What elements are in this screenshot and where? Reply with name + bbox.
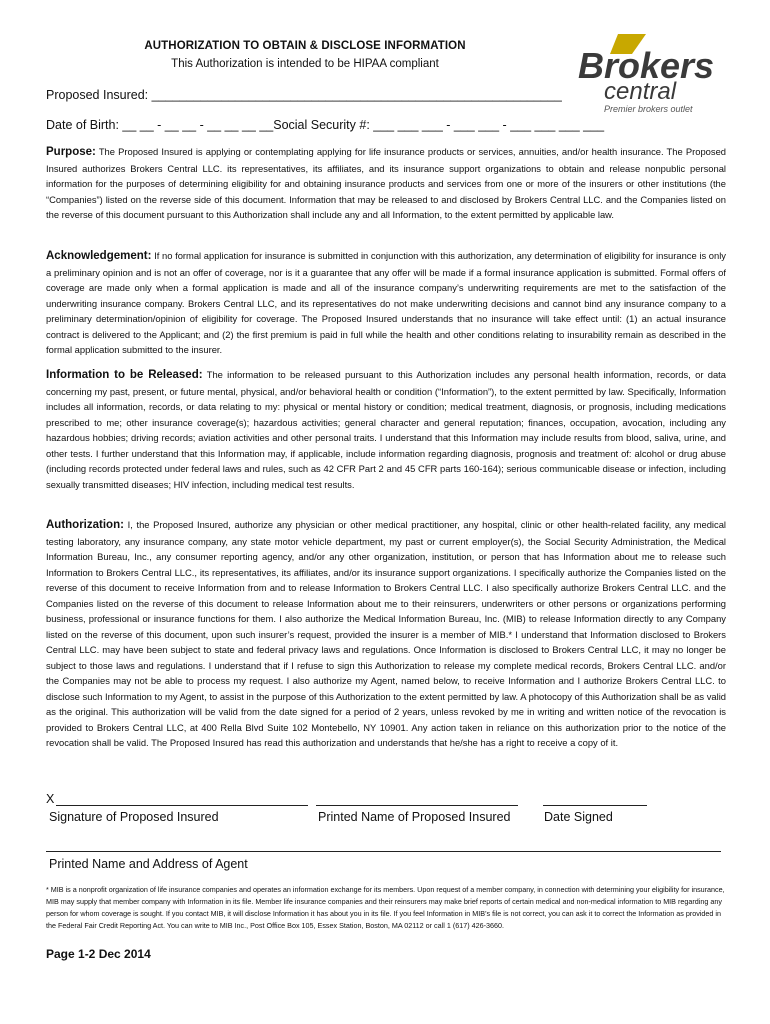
proposed-insured-field[interactable]: Proposed Insured: ___________________________________________________________ <box>46 88 562 102</box>
acknowledgement-text: If no formal application for insurance is submitted in conjunction with this authorization, any determination of eligibility for insurance is only a preliminary opinion and is not an offer of coverage, nor is it a guarantee that any offer will be made if a formal insurance application is submitted. Formal offers of coverage are made only when a formal application is made and all of the insurance company’s underwriting requirements are met to the satisfaction of the underwriting insurance company. Brokers Central LLC, and its representatives do not make underwriting decisions and cannot bind any insurance company to a preliminary determination/opinion of eligibility for coverage. The Proposed Insured understands that no insurance will take effect until: (1) an actual insurance contract is delivered to the Applicant; and (2) the first premium is paid in full while the health and other conditions relating to insurability remain as described in the formal application submitted to the insurer. <box>46 250 726 355</box>
authorization-heading: Authorization: <box>46 519 124 531</box>
signature-x-mark: X <box>46 792 55 806</box>
information-heading: Information to be Released: <box>46 369 203 381</box>
authorization-text: I, the Proposed Insured, authorize any physician or other medical practitioner, any hospital, clinic or other health-related facility, any medical testing laboratory, any insurance company, any state motor vehicle department, my past or current employer(s), the Social Security Administration, the Medical Information Bureau, Inc., any consumer reporting agency, and/or any other organization, institution, or person that has Information about me to release such Information to Brokers Central LLC., its representatives, its affiliates, and/or its insurance support organizations. I specifically authorize the Companies listed on the reverse of this document to receive Information from and to release Information to Brokers Central LLC. I also specifically authorize Brokers Central LLC. and the Companies listed on the reverse of this document to release Information about me to their reinsurers, underwriters or other persons or organizations performing business, professional or insurance functions for them. I also authorize the Medical Information Bureau, Inc. (MIB) to release Information directly to any Company listed on the reverse of this document, upon such insurer’s request, provided the insurer is a member of MIB.* I understand that Information disclosed to Brokers Central LLC. may have been subject to state and federal privacy laws and regulations. Once Information is disclosed to Brokers Central LLC, it may no longer be subject to those laws and regulations. I understand that if I refuse to sign this Authorization to release my complete medical records, Brokers Central LLC. and/or the Companies may not be able to process my request. I also authorize my Agent, named below, to receive Information and I authorize Brokers Central LLC. to disclose such Information to my Agent, to assist in the purpose of this Authorization to the extent permitted by law. A photocopy of this Authorization shall be as valid as the original. This authorization will be valid from the date signed for a period of 2 years, unless revoked by me in writing and written notice of the revocation is provided to Brokers Central LLC, at 400 Rella Blvd Suite 102 Montebello, NY 10901. Any action taken in reliance on this authorization prior to the notice of the revocation shall be valid. The Proposed Insured has read this authorization and understands that he/she has a right to receive a copy of it. <box>46 519 726 748</box>
purpose-section <box>46 144 726 223</box>
purpose-text: The Proposed Insured is applying or contemplating applying for life insurance products or services, annuities, and/or health insurance. The Proposed Insured authorizes Brokers Central LLC. its representatives, its affiliates, and its insurance support organizations to obtain and release nonpublic personal information for the purposes of determining eligibility for and obtaining insurance products and services from one or more of the insurers or other institutions (the “Companies”) listed on the reverse side of this document. Information that may be released to and disclosed by Brokers Central LLC. and the Companies listed on the reverse of this document pursuant to this Authorization shall include any and all Information, to the extent permitted by applicable law. <box>46 146 726 220</box>
logo-brand-line1: Brokers <box>578 45 715 86</box>
logo-tagline: Premier brokers outlet <box>604 104 693 114</box>
page-footer: Page 1-2 Dec 2014 <box>46 947 151 961</box>
acknowledgement-section <box>46 248 726 358</box>
information-section <box>46 367 726 492</box>
signature-line[interactable] <box>56 805 308 806</box>
document-subtitle: This Authorization is intended to be HIPAA compliant <box>171 58 439 70</box>
printed-name-label: Printed Name of Proposed Insured <box>318 810 511 824</box>
brokers-central-logo <box>574 30 734 120</box>
information-text: The information to be released pursuant to this Authorization includes any personal health information, records, or data concerning my past, present, or future mental, physical, and/or behavioral health or condition (“Information”), to the extent permitted by law. Specifically, Information includes all information, records, or data relating to my: physical or mental history or condition; medical treatment, diagnosis, or prognosis, including medications prescribed to me; other insurance coverage(s); hazardous activities; general character and general reputation; finances, occupation, avocation, including any hazardous hobbies; driving records; aviation activities and other personal traits. I understand that this Information may include results from blood, saliva, urine, and other tests. I further understand that this Information may, if applicable, include information regarding diagnosis, prognosis and treatment of: alcohol or drug abuse (including records protected under federal laws and rules, such as 42 CFR Part 2 and 45 CFR parts 160-164); serious communicable disease or infection, including sexually transmitted diseases; HIV infection, including medical test results. <box>46 369 726 490</box>
signature-label: Signature of Proposed Insured <box>49 810 219 824</box>
purpose-heading: Purpose: <box>46 146 96 158</box>
date-signed-line[interactable] <box>543 805 647 806</box>
agent-label: Printed Name and Address of Agent <box>49 857 248 871</box>
printed-name-line[interactable] <box>316 805 518 806</box>
date-signed-label: Date Signed <box>544 810 613 824</box>
document-title: AUTHORIZATION TO OBTAIN & DISCLOSE INFORMATION <box>144 40 466 52</box>
dob-ssn-field[interactable]: Date of Birth: __ __ - __ __ - __ __ __ __Social Security #: ___ ___ ___ - ___ ___ - ___ ___ ___ ___ <box>46 118 605 132</box>
agent-line[interactable] <box>46 851 721 852</box>
logo-brand-line2: central <box>604 78 677 105</box>
acknowledgement-heading: Acknowledgement: <box>46 250 152 262</box>
authorization-section <box>46 517 726 751</box>
mib-footnote: * MIB is a nonprofit organization of life insurance companies and operates an information exchange for its members. Upon request of a member company, in connection with determining your eligibility for insurance, MIB may supply that member company with Information in its file. Member life insurance companies and their reinsurers may make brief reports of certain medical and non-medical information to MIB regarding any person for whom coverage is sought. If you contact MIB, it will disclose Information it has about you in its file. If you feel Information in MIB’s file is not correct, you can ask it to correct the Information as provided in the Federal Fair Credit Reporting Act. You can write to MIB Inc., Post Office Box 105, Essex Station, Boston, MA 02112 or call 1 (617) 426-3660. <box>46 885 725 930</box>
